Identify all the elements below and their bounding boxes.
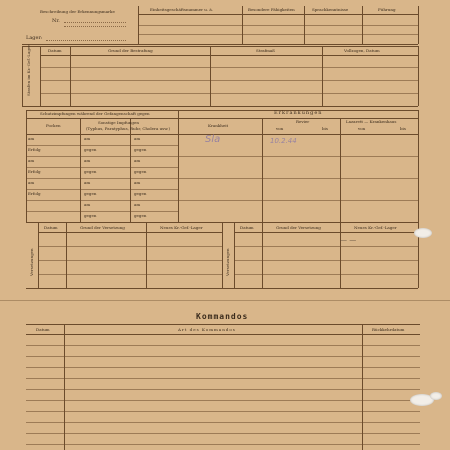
- sonst-gegen-3: gegen: [84, 191, 97, 196]
- sonstige-sub: (Typhus, Paratyphus, Ruhr, Cholera usw.): [86, 126, 171, 131]
- sonst-am-1b: am: [134, 136, 141, 141]
- sonst-am-3: am: [84, 180, 91, 185]
- pocken-am-2: am: [28, 158, 35, 163]
- pocken-am-3: am: [28, 180, 35, 185]
- sonst-am-4: am: [84, 202, 91, 207]
- strafen-grund-header: Grund der Bestrafung: [108, 48, 153, 53]
- punch-hole-lower-tear: [430, 392, 442, 400]
- pocken-erfolg-3: Erfolg: [28, 191, 41, 196]
- versetzungen-left-label: Versetzungen: [29, 248, 34, 276]
- sonst-am-1: am: [84, 136, 91, 141]
- versetzungen-right-label: Versetzungen: [225, 248, 230, 276]
- fuehrung-header: Führung: [378, 7, 396, 12]
- revier-header: Revier: [296, 119, 310, 124]
- vers-neues-right: Neues Kr.-Gef.-Lager: [354, 225, 397, 230]
- nr-line: [64, 22, 126, 23]
- sonstige-header: Sonstige Impfungen: [98, 120, 139, 125]
- pocken-header: Pocken: [46, 123, 61, 128]
- nr-line-2: [64, 26, 126, 27]
- pocken-erfolg-1: Erfolg: [28, 147, 41, 152]
- handwritten-date: 10.2.44: [270, 137, 297, 145]
- sonst-am-3b: am: [134, 180, 141, 185]
- lager-line: [46, 40, 126, 41]
- vers-grund-right: Grund der Versetzung: [276, 225, 321, 230]
- sonst-am-2b: am: [134, 158, 141, 163]
- erkrankungen-header: Erkrankungen: [274, 110, 323, 116]
- impf-header: Schutzimpfungen während der Gefangenschaft gegen: [40, 111, 150, 116]
- revier-bis: bis: [322, 126, 328, 131]
- sonst-am-2: am: [84, 158, 91, 163]
- sonst-gegen-2: gegen: [84, 169, 97, 174]
- pocken-erfolg-2: Erfolg: [28, 169, 41, 174]
- pocken-am-1: am: [28, 136, 35, 141]
- sonst-gegen-4: gegen: [84, 213, 97, 218]
- strafen-side-label: Strafen im Kr.-Gef.-Lager: [26, 44, 31, 96]
- vers-datum-right: Datum: [240, 225, 254, 230]
- lazarett-bis: bis: [400, 126, 406, 131]
- lager-label: Lager:: [26, 35, 43, 41]
- sonst-gegen-4b: gegen: [134, 213, 147, 218]
- revier-von: von: [276, 126, 284, 131]
- fold-line: [0, 300, 450, 301]
- sonst-am-4b: am: [134, 202, 141, 207]
- vers-grund-left: Grund der Versetzung: [80, 225, 125, 230]
- sonst-gegen-1: gegen: [84, 147, 97, 152]
- sprachen-header: Sprachkenntnisse: [312, 7, 349, 12]
- lazarett-header: Lazarett — Krankenhaus: [346, 119, 397, 124]
- lazarett-von: von: [358, 126, 366, 131]
- sonst-gegen-2b: gegen: [134, 169, 147, 174]
- krankheit-header: Krankheit: [208, 123, 229, 128]
- einheit-header: Einheitsgeschäftsnummer u. ä.: [150, 7, 214, 12]
- vollzogen-header: Vollzogen, Datum: [344, 48, 380, 53]
- strafmass-header: Strafmaß: [256, 48, 275, 53]
- handwritten-krankheit: Sla: [205, 134, 221, 145]
- sonst-gegen-3b: gegen: [134, 191, 147, 196]
- kommandos-title: Kommandos: [196, 312, 249, 321]
- sonst-gegen-1b: gegen: [134, 147, 147, 152]
- kommandos-datum-header: Datum: [36, 327, 50, 332]
- kommandos-art-header: Art des Kommandos: [178, 327, 236, 332]
- handwritten-mark: — —: [340, 236, 357, 244]
- punch-hole-upper: [414, 228, 432, 238]
- vers-datum-left: Datum: [44, 225, 58, 230]
- besondere-header: Besondere Fähigkeiten: [248, 7, 295, 12]
- rueckkehr-header: Rückkehrdatum: [372, 327, 405, 332]
- nr-label: Nr.: [52, 18, 60, 24]
- beschreibung-label: Beschreibung der Erkennungsmarke: [40, 9, 115, 14]
- vers-neues-left: Neues Kr.-Gef.-Lager: [160, 225, 203, 230]
- strafen-datum-header: Datum: [48, 48, 62, 53]
